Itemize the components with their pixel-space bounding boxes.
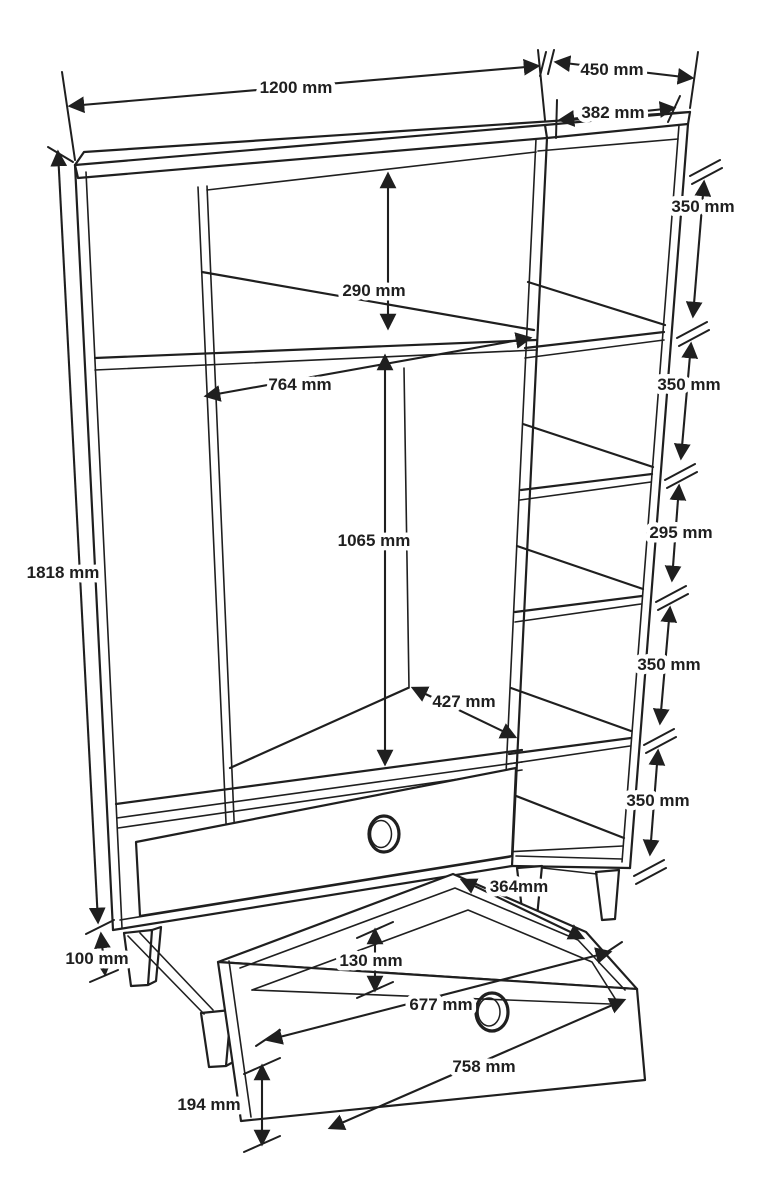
dim-label-295mm: 295 mm [649, 523, 713, 542]
dim-label-100mm: 100 mm [65, 949, 129, 968]
dimension-main-depth [413, 688, 515, 737]
dim-label-1818mm: 1818 mm [26, 563, 100, 582]
dim-label-350mm-1: 350 mm [671, 197, 735, 216]
dim-label-350mm-2: 350 mm [657, 375, 721, 394]
dimension-right-shelf-chain [626, 160, 734, 884]
partition-front-edge [502, 138, 547, 866]
dim-label-350mm-3: 350 mm [637, 655, 701, 674]
dim-label-194mm: 194 mm [177, 1095, 241, 1114]
dim-label-450mm: 450 mm [580, 60, 644, 79]
main-top-shelf [95, 272, 536, 370]
dim-label-1065mm: 1065 mm [337, 531, 411, 550]
dim-label-677mm: 677 mm [409, 995, 473, 1014]
left-side-panel [75, 165, 122, 930]
dimension-depth-total [556, 52, 698, 108]
dim-label-350mm-4: 350 mm [626, 791, 690, 810]
dim-label-290mm: 290 mm [342, 281, 406, 300]
dim-label-427mm: 427 mm [432, 692, 496, 711]
dim-label-758mm: 758 mm [452, 1057, 516, 1076]
hanging-section-floor [116, 368, 522, 828]
dim-label-764mm: 764 mm [268, 375, 332, 394]
dim-label-382mm: 382 mm [581, 103, 645, 122]
dim-label-1200mm: 1200 mm [259, 78, 333, 97]
dimension-total-height [27, 147, 100, 922]
dim-label-130mm: 130 mm [339, 951, 403, 970]
dim-label-364mm: 364mm [489, 877, 549, 896]
